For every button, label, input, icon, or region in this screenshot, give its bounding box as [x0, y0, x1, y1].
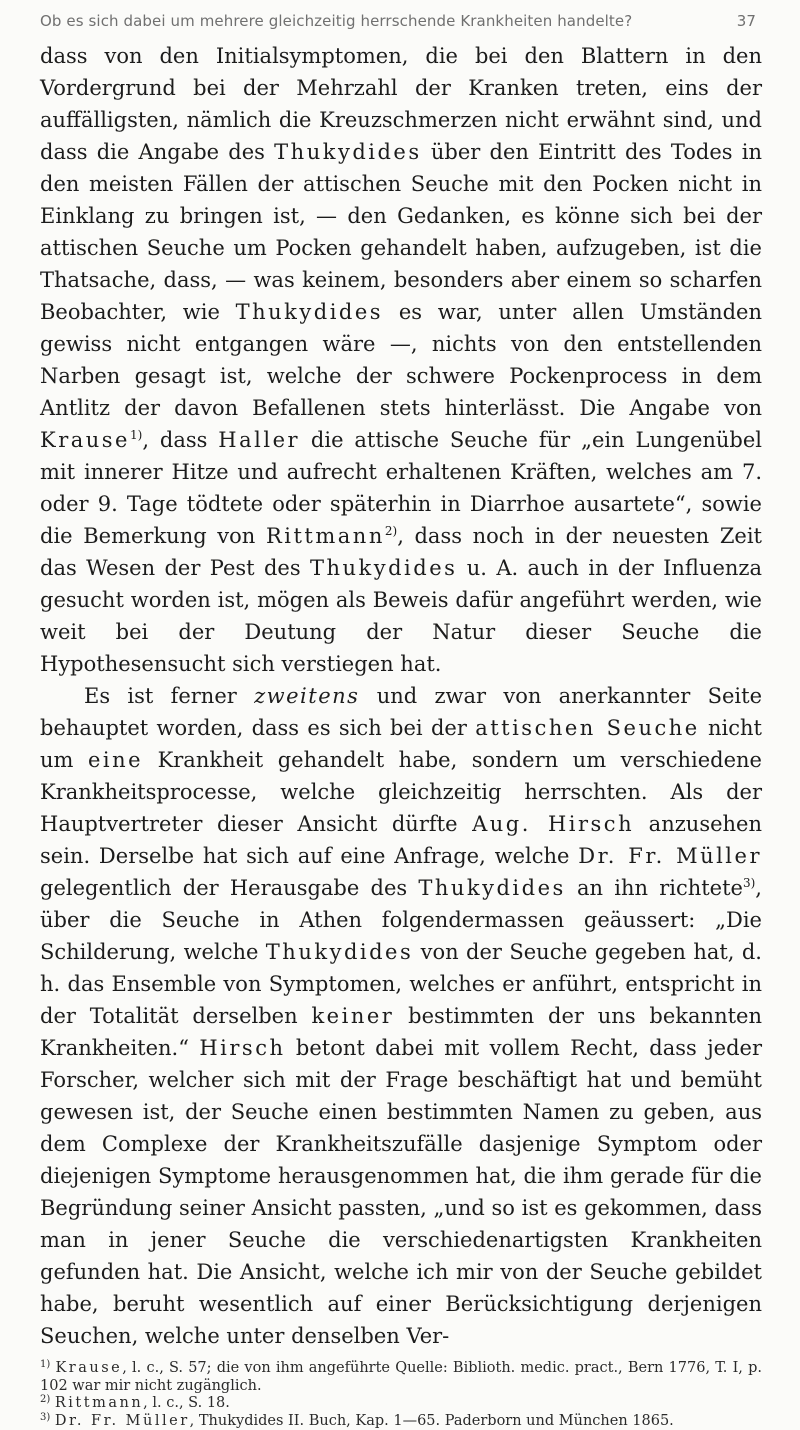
footnote-text: , l. c., S. 57; die von ihm angeführte Quelle: Biblioth. medic. pract., Bern 1776, T. I, p. 102 war mir nicht zugänglich. [40, 1360, 762, 1394]
footnote-mark: 3) [40, 1412, 50, 1423]
footnote-ref: 2) [385, 524, 397, 538]
author-name-spaced: Thukydides [236, 300, 383, 324]
text-run: Krankheit gehandelt habe, sondern um verschiedene Krankheitsprocesse, welche gleichzeitig herrschten. Als der Hauptvertreter dieser Ansicht dürfte [40, 748, 762, 836]
emphasis-spaced: eine [88, 748, 143, 772]
text-run: , über die Seuche in Athen folgendermassen geäussert: „Die Schilderung, welche [40, 876, 762, 964]
page-number: 37 [737, 12, 762, 30]
author-name-spaced: Krause [40, 428, 130, 452]
text-run: gelegentlich der Herausgabe des [40, 876, 418, 900]
text-run: die attische Seuche für „ein Lungenübel mit innerer Hitze und aufrecht erhaltenen Kräften, welches am 7. oder 9. Tage tödtete oder späterhin in Diarrhoe ausartete“, sowie die Bemerkung von [40, 428, 762, 548]
text-run: über den Eintritt des Todes in den meisten Fällen der attischen Seuche mit den Pocken nicht in Einklang zu bringen ist, — den Gedanken, es könne sich bei der attischen Seuche um Pocken gehandelt haben, aufzugeben, ist die Thatsache, dass, — was keinem, besonders aber einem so scharfen Beobachter, wie [40, 140, 762, 324]
footnote-text: , l. c., S. 18. [143, 1395, 230, 1411]
paragraph-1 [40, 40, 762, 680]
text-run: anzusehen sein. Derselbe hat sich auf eine Anfrage, welche [40, 812, 762, 868]
author-name-spaced: Thukydides [418, 876, 565, 900]
text-run: Es ist ferner [84, 684, 254, 708]
footnote-author: Rittmann [55, 1395, 143, 1411]
text-run: betont dabei mit vollem Recht, dass jeder Forscher, welcher sich mit der Frage beschäftigt hat und bemüht gewesen ist, der Seuche einen bestimmten Namen zu geben, aus dem Complexe der Krankheitszufälle dasjenige Symptom oder diejenigen Symptome herausgenommen hat, die ihm gerade für die Begründung seiner Ansicht passten, „und so ist es gekommen, dass man in jener Seuche die verschiedenartigsten Krankheiten gefunden hat. Die Ansicht, welche ich mir von der Seuche gebildet habe, beruht wesentlich auf einer Berücksichtigung derjenigen Seuchen, welche unter denselben Ver- [40, 1036, 762, 1348]
text-run: es war, unter allen Umständen gewiss nicht entgangen wäre —, nichts von den entstellenden Narben gesagt ist, welche der schwere Pockenprocess in dem Antlitz der davon Befallenen stets hinterlässt. Die Angabe von [40, 300, 762, 420]
footnote-author: Dr. Fr. Müller [55, 1413, 190, 1429]
author-name-spaced: Haller [218, 428, 300, 452]
footnote-1 [40, 1360, 762, 1395]
author-name-spaced: Thukydides [274, 140, 421, 164]
text-run: an ihn richtete [566, 876, 743, 900]
author-name-spaced: Aug. Hirsch [472, 812, 634, 836]
emphasis-italic: zweitens [254, 684, 359, 708]
footnotes [40, 1360, 762, 1430]
author-name-spaced: Dr. Fr. Müller [578, 844, 762, 868]
footnote-2 [40, 1395, 762, 1413]
text-run: nicht um [40, 716, 762, 772]
text-run: bestimmten der uns bekannten Krankheiten.“ [40, 1004, 762, 1060]
main-text [40, 40, 762, 1352]
emphasis-spaced: attischen Seuche [475, 716, 700, 740]
running-header [40, 12, 762, 30]
author-name-spaced: Hirsch [199, 1036, 285, 1060]
text-run: dass von den Initialsymptomen, die bei den Blattern in den Vordergrund bei der Mehrzahl der Kranken treten, eins der auffälligsten, nämlich die Kreuzschmerzen nicht erwähnt sind, und dass die Angabe des [40, 44, 762, 164]
footnote-3 [40, 1413, 762, 1430]
author-name-spaced: Thukydides [310, 556, 457, 580]
text-run: , dass noch in der neuesten Zeit das Wesen der Pest des [40, 524, 762, 580]
footnote-mark: 2) [40, 1394, 50, 1405]
text-run: u. A. auch in der Influenza gesucht worden ist, mögen als Beweis dafür angeführt werden, wie weit bei der Deutung der Natur dieser Seuche die Hypothesensucht sich verstiegen hat. [40, 556, 762, 676]
footnote-mark: 1) [40, 1359, 50, 1370]
author-name-spaced: Thukydides [266, 940, 413, 964]
running-title: Ob es sich dabei um mehrere gleichzeitig herrschende Krankheiten handelte? [40, 12, 632, 30]
footnote-ref: 3) [743, 876, 755, 890]
footnote-text: , Thukydides II. Buch, Kap. 1—65. Paderborn und München 1865. [190, 1413, 674, 1429]
text-run: von der Seuche gegeben hat, d. h. das Ensemble von Symptomen, welches er anführt, entspricht in der Totalität derselben [40, 940, 762, 1028]
author-name-spaced: Rittmann [266, 524, 385, 548]
emphasis-spaced: keiner [311, 1004, 394, 1028]
footnote-ref: 1) [130, 428, 142, 442]
text-run: , dass [142, 428, 218, 452]
paragraph-2 [40, 680, 762, 1352]
footnote-author: Krause [55, 1360, 122, 1376]
text-run: und zwar von anerkannter Seite behauptet worden, dass es sich bei der [40, 684, 762, 740]
